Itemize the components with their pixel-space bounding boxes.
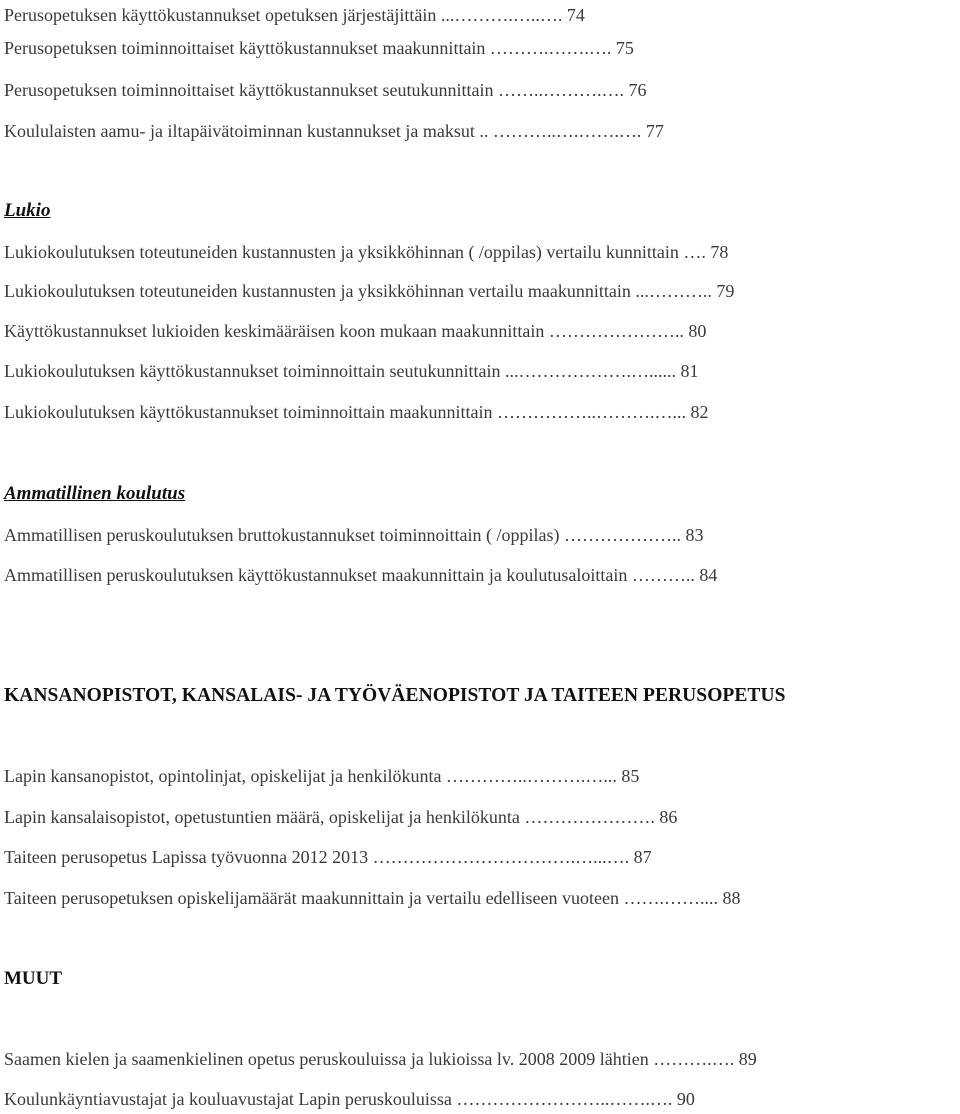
toc-entry-87: Taiteen perusopetus Lapissa työvuonna 2012 2013 …………………………….…...…. 87	[4, 847, 652, 867]
toc-entry-80: Käyttökustannukset lukioiden keskimääräisen koon mukaan maakunnittain ………………….. 80	[4, 321, 707, 341]
toc-entry-84: Ammatillisen peruskoulutuksen käyttökustannukset maakunnittain ja koulutusaloittain ……….. 84	[4, 565, 718, 585]
toc-entry-89: Saamen kielen ja saamenkielinen opetus peruskouluissa ja lukioissa lv. 2008 2009 lähtien ……….…. 89	[4, 1049, 757, 1069]
toc-entry-81: Lukiokoulutuksen käyttökustannukset toiminnoittain seutukunnittain ...……………….…...... 81	[4, 361, 699, 381]
section-heading-muut: MUUT	[4, 968, 63, 989]
toc-entry-82: Lukiokoulutuksen käyttökustannukset toiminnoittain maakunnittain ……………..……….…... 82	[4, 402, 709, 422]
section-heading-ammatillinen: Ammatillinen koulutus	[4, 483, 186, 504]
toc-entry-90: Koulunkäyntiavustajat ja kouluavustajat Lapin peruskouluissa ……………………..…….…. 90	[4, 1089, 695, 1109]
toc-entry-77: Koululaisten aamu- ja iltapäivätoiminnan kustannukset ja maksut .. ………..….…….…. 77	[4, 121, 664, 141]
toc-entry-74: Perusopetuksen käyttökustannukset opetuksen järjestäjittäin ...……….…..…. 74	[4, 5, 585, 25]
toc-entry-85: Lapin kansanopistot, opintolinjat, opiskelijat ja henkilökunta …………..……….…... 85	[4, 766, 640, 786]
toc-entry-78: Lukiokoulutuksen toteutuneiden kustannusten ja yksikköhinnan ( /oppilas) vertailu kunnittain …. 78	[4, 242, 729, 262]
toc-entry-88: Taiteen perusopetuksen opiskelijamäärät maakunnittain ja vertailu edelliseen vuoteen …….…….... 88	[4, 888, 741, 908]
section-heading-kansanopistot: KANSANOPISTOT, KANSALAIS- JA TYÖVÄENOPISTOT JA TAITEEN PERUSOPETUS	[4, 685, 786, 706]
toc-entry-76: Perusopetuksen toiminnoittaiset käyttökustannukset seutukunnittain ……..……….…. 76	[4, 80, 647, 100]
toc-entry-79: Lukiokoulutuksen toteutuneiden kustannusten ja yksikköhinnan vertailu maakunnittain ...……….. 79	[4, 281, 735, 301]
toc-entry-86: Lapin kansalaisopistot, opetustuntien määrä, opiskelijat ja henkilökunta …………………. 86	[4, 807, 678, 827]
toc-entry-83: Ammatillisen peruskoulutuksen bruttokustannukset toiminnoittain ( /oppilas) ……………….. 83	[4, 525, 704, 545]
section-heading-lukio: Lukio	[4, 200, 51, 221]
toc-entry-75: Perusopetuksen toiminnoittaiset käyttökustannukset maakunnittain ……….…….…. 75	[4, 38, 634, 58]
